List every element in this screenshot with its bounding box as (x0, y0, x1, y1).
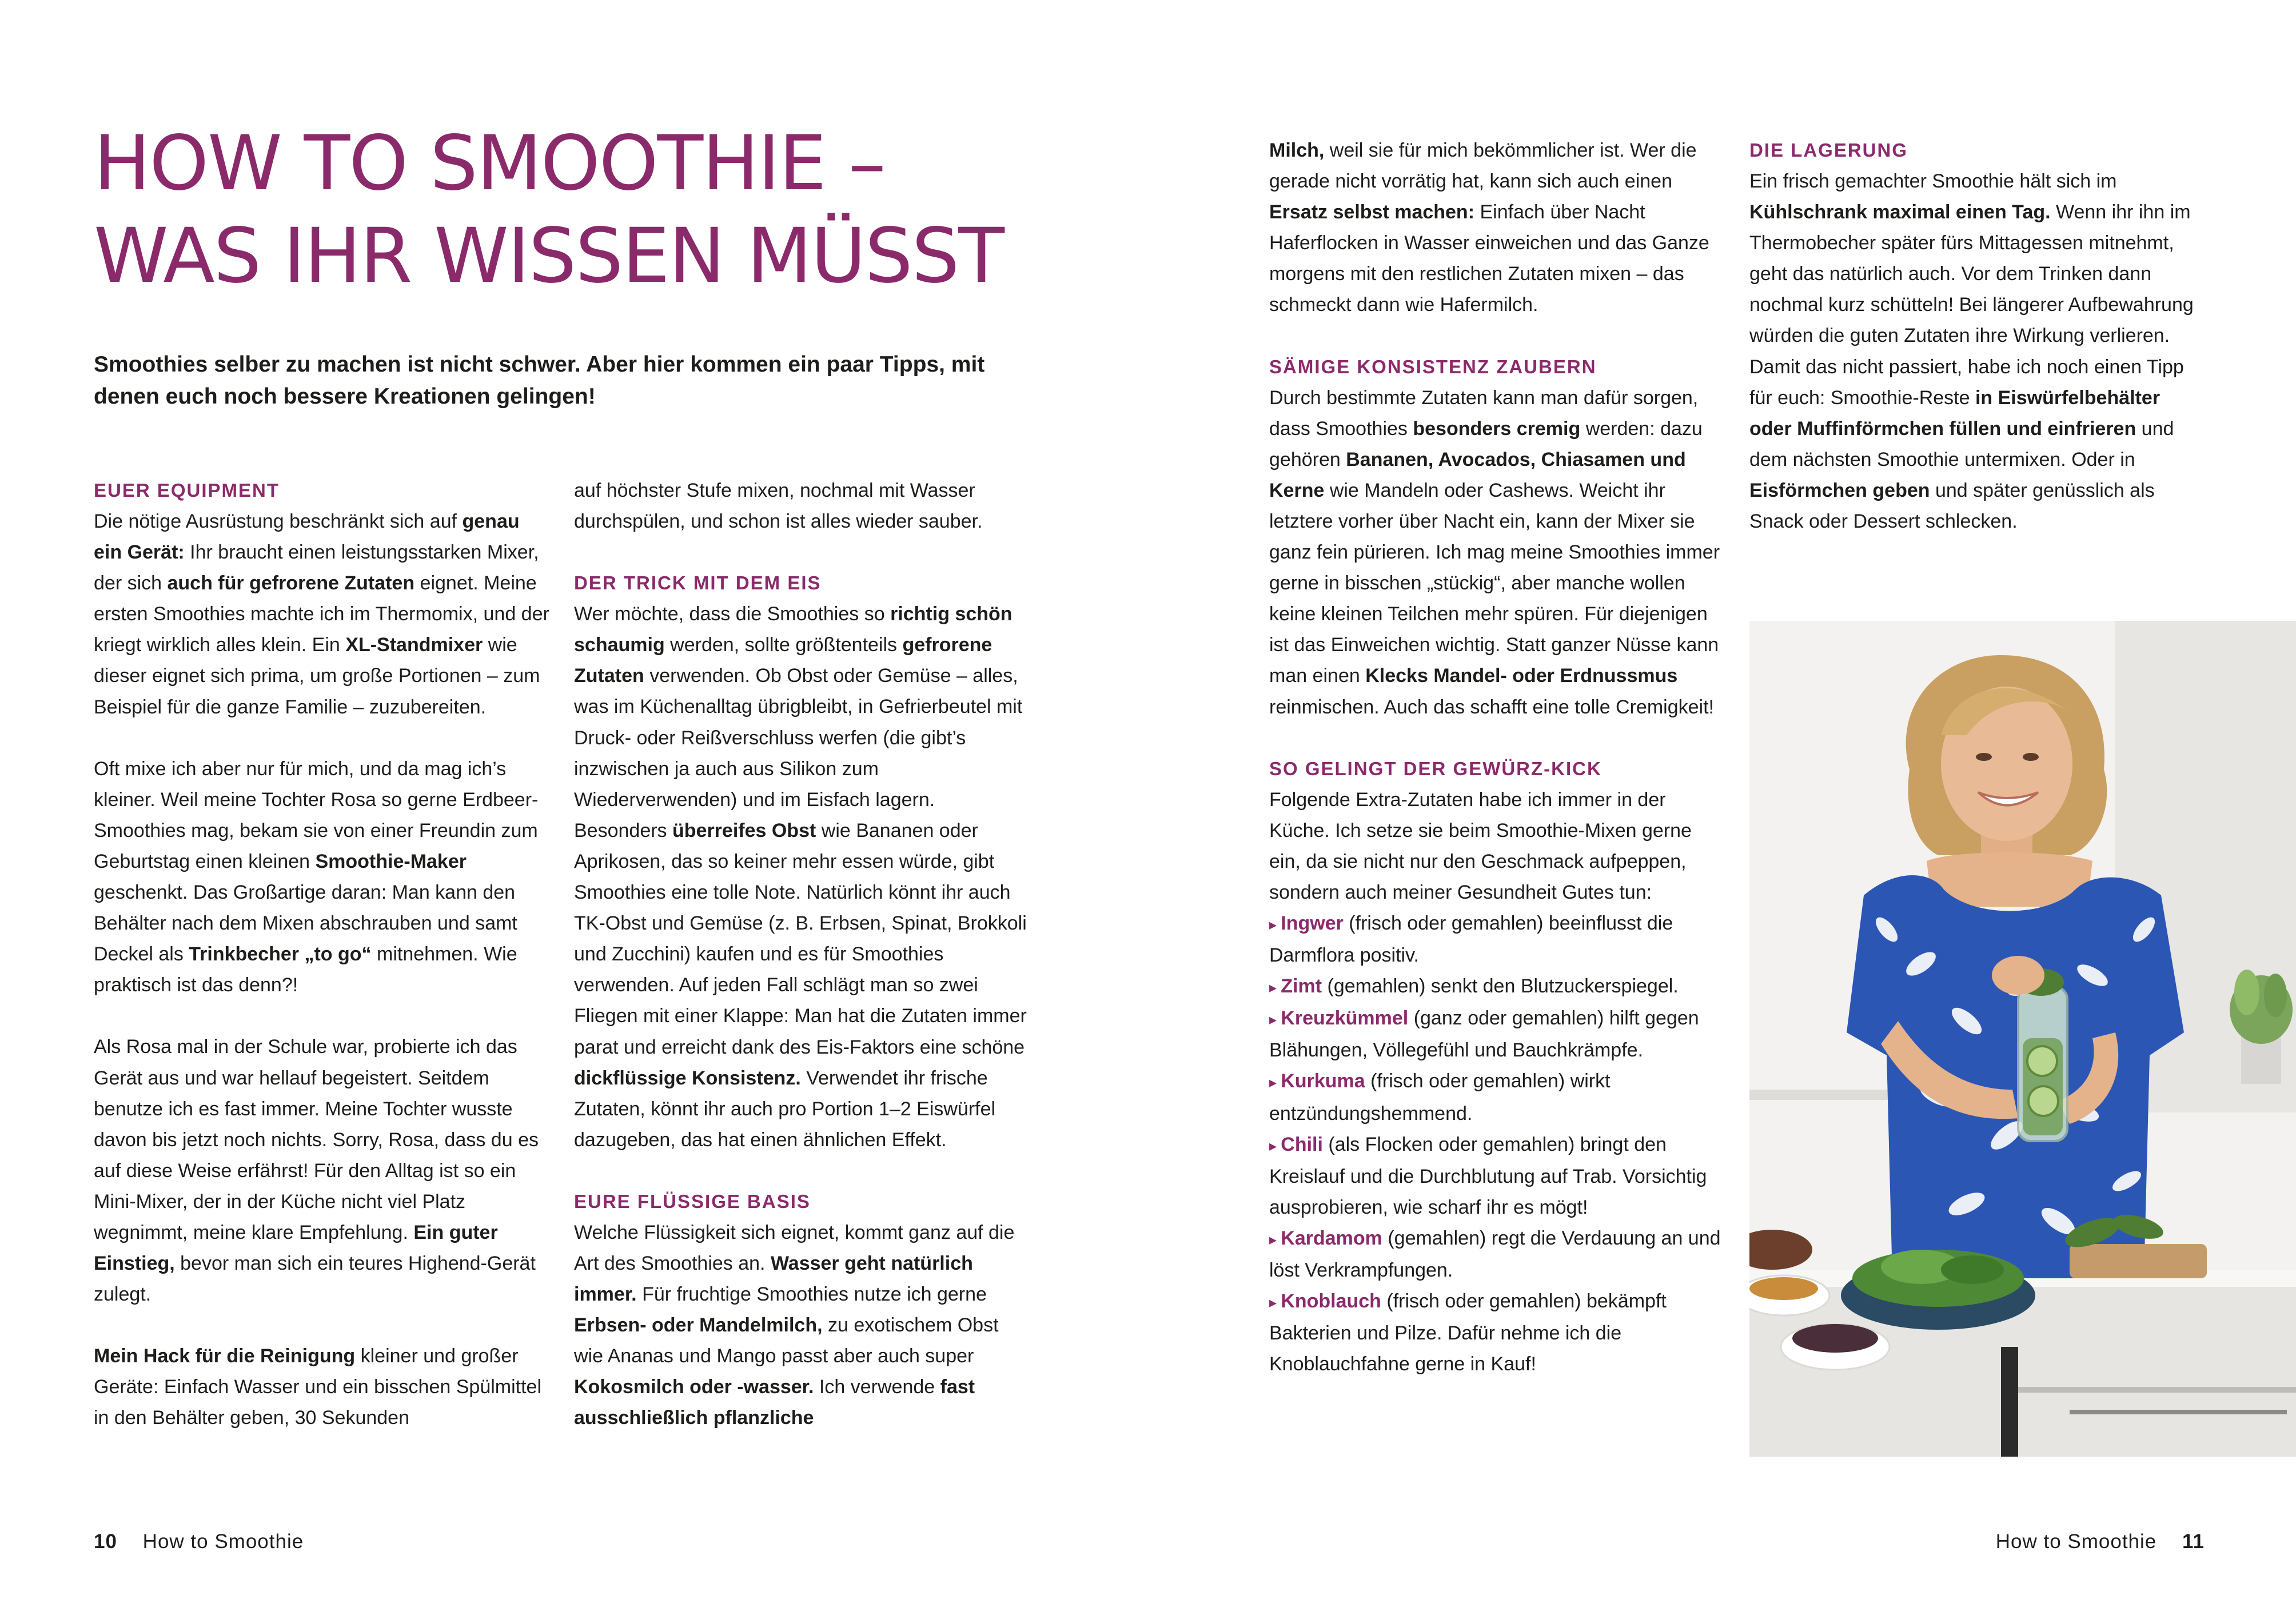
text-run: Wenn ihr ihn im Thermobecher später fürs Mittagessen mitnehmt, geht das natürlich auch. Vor dem Trinken dann nochmal kurz schütteln! Bei längerer Aufbewahrung würden die guten Zutaten ihre Wirkung verlieren. Damit das nicht passiert, habe ich noch einen Tipp für euch: Smoothie-Reste (1749, 201, 2194, 409)
spice-item (1269, 971, 1728, 1003)
bold-text: Eisförmchen geben (1749, 479, 1930, 501)
bold-text: fast ausschließlich pflanzliche (574, 1376, 975, 1429)
text-run: Verwendet ihr frische Zutaten, könnt ihr auch pro Portion 1–2 Eiswürfel dazugeben, das hat einen ähnlichen Effekt. (574, 1067, 996, 1151)
spice-item (1269, 1003, 1728, 1066)
triangle-bullet-icon: ▸ (1269, 979, 1281, 996)
triangle-bullet-icon: ▸ (1269, 1011, 1281, 1028)
triangle-bullet-icon: ▸ (1269, 1074, 1281, 1091)
text-run: werden: dazu gehören (1269, 417, 1703, 470)
paragraph-cleaning-continued (574, 475, 1031, 537)
bold-text: Wasser geht natürlich immer. (574, 1252, 973, 1306)
spice-name: Ingwer (1281, 912, 1344, 934)
heading-liquid-base: EURE FLÜSSIGE BASIS (574, 1190, 811, 1212)
text-run: wie Bananen oder Aprikosen, das so keiner mehr essen würde, gibt Smoothies eine tolle Note. Natürlich könnt ihr auch TK-Obst und Gemüse (z. B. Erbsen, Spinat, Brokkoli und Zucchini) kaufen und es für Smoothies verwenden. Auf jeden Fall schlägt man so zwei Fliegen mit einer Klappe: Man hat die Zutaten immer parat und erreicht dank des Eis-Faktors eine schöne (574, 819, 1027, 1058)
spice-item (1269, 1286, 1728, 1379)
paragraph-ice-trick (574, 599, 1031, 1155)
text-run: Ein frisch gemachter Smoothie hält sich im (1749, 170, 2117, 192)
bold-text: besonders cremig (1413, 417, 1581, 440)
column-storage (1749, 135, 2207, 537)
text-run: wie dieser eignet sich prima, um große Portionen – zum Beispiel für die ganze Familie – zuzubereiten. (94, 634, 540, 718)
paragraph-storage (1749, 166, 2207, 537)
paragraph-spice-intro: Folgende Extra-Zutaten habe ich immer in der Küche. Ich setze sie beim Smoothie-Mixen gerne ein, da sie nicht nur den Geschmack aufpeppen, sondern auch meiner Gesundheit Gutes tun: (1269, 788, 1692, 903)
spice-item (1269, 908, 1728, 971)
bold-text: überreifes Obst (672, 819, 816, 842)
text-run: und später genüsslich als Snack oder Dessert schlecken. (1749, 479, 2155, 533)
bold-text: Bananen, Avocados, Chiasamen und Kerne (1269, 448, 1686, 501)
triangle-bullet-icon: ▸ (1269, 915, 1281, 933)
column-equipment (94, 475, 551, 1434)
column-ice-and-liquid (574, 475, 1031, 1434)
spice-description: (frisch oder gemahlen) wirkt entzündungshemmend. (1269, 1070, 1611, 1124)
text-run: bevor man sich ein teures Highend-Gerät zulegt. (94, 1253, 536, 1306)
text-run: Ihr braucht einen leistungsstarken Mixer, der sich (94, 541, 539, 595)
spice-name: Kreuzkümmel (1281, 1007, 1409, 1030)
text-run: werden, sollte größtenteils (664, 634, 903, 656)
bold-text: Milch, (1269, 139, 1325, 161)
spice-description: (frisch oder gemahlen) bekämpft Bakterien und Pilze. Dafür nehme ich die Knoblauchfahne gerne in Kauf! (1269, 1290, 1667, 1375)
bold-text: genau ein Gerät: (94, 511, 520, 564)
bold-text: Ersatz selbst machen: (1269, 201, 1475, 224)
title-line-1: HOW TO SMOOTHIE – (94, 119, 885, 208)
bold-text: Klecks Mandel- oder Erdnussmus (1365, 665, 1678, 687)
spice-description: (als Flocken oder gemahlen) bringt den Kreislauf und die Durchblutung auf Trab. Vorsichtig ausprobieren, wie scharf ihr es mögt! (1269, 1133, 1707, 1218)
heading-equipment: EUER EQUIPMENT (94, 480, 280, 501)
lead-paragraph: Smoothies selber zu machen ist nicht schwer. Aber hier kommen ein paar Tipps, mit denen euch noch bessere Kreationen gelingen! (94, 352, 985, 409)
text-run: Für fruchtige Smoothies nutze ich gerne (636, 1283, 987, 1306)
triangle-bullet-icon: ▸ (1269, 1294, 1281, 1311)
spice-name: Zimt (1281, 975, 1322, 998)
spice-item (1269, 1129, 1728, 1223)
photo-woman-with-smoothie (1749, 621, 2296, 1457)
text-run: reinmischen. Auch das schafft eine tolle Cremigkeit! (1269, 696, 1714, 718)
photo-illustration (1749, 621, 2296, 1457)
heading-storage: DIE LAGERUNG (1749, 139, 1908, 161)
text-run: Ich verwende (814, 1376, 940, 1398)
paragraph-cleaning-hack (94, 1341, 551, 1433)
bold-text: Mein Hack für die Reinigung (94, 1345, 356, 1367)
page-number-right: 11 (2182, 1530, 2205, 1553)
right-page (1148, 0, 2296, 1607)
spice-item (1269, 1223, 1728, 1286)
bold-text: XL-Standmixer (345, 634, 483, 656)
paragraph-creamy-consistency (1269, 382, 1728, 723)
bold-text: gefrorene Zutaten (574, 634, 992, 687)
paragraph-equipment-1 (94, 506, 551, 723)
text-run: geschenkt. Das Großartige daran: Man kann den Behälter nach dem Mixen abschrauben und samt Deckel als (94, 882, 517, 966)
text-run: und dem nächsten Smoothie untermixen. Oder in (1749, 417, 2174, 470)
bold-text: Ein guter Einstieg, (94, 1221, 498, 1275)
triangle-bullet-icon: ▸ (1269, 1230, 1281, 1248)
bold-text: in Eiswürfelbehälter oder Muffinförmchen füllen und einfrieren (1749, 386, 2161, 440)
running-title-right: How to Smoothie (1995, 1530, 2157, 1553)
spice-item (1269, 1066, 1728, 1129)
text-run: Wer möchte, dass die Smoothies so (574, 603, 891, 625)
bold-text: Trinkbecher „to go“ (189, 943, 372, 966)
spice-name: Knoblauch (1281, 1290, 1381, 1313)
paragraph-equipment-3 (94, 1031, 551, 1310)
text-run: verwenden. Ob Obst oder Gemüse – alles, was im Küchenalltag übrigbleibt, in Gefrierbeutel mit Druck- oder Reißverschluss werfen (die gibt’s inzwischen ja auch aus Silikon zum Wiederverwenden) und im Eisfach lagern. Besonders (574, 665, 1023, 842)
text-run: Oft mixe ich aber nur für mich, und da mag ich’s kleiner. Weil meine Tochter Rosa so gerne Erdbeer-Smoothies mag, bekam sie von einer Freundin zum Geburtstag einen kleinen (94, 757, 539, 872)
heading-spice-kick: SO GELINGT DER GEWÜRZ-KICK (1269, 757, 1602, 779)
text-run: zu exotischem Obst wie Ananas und Mango passt aber auch super (574, 1314, 999, 1367)
bold-text: Kokosmilch oder -wasser. (574, 1376, 814, 1398)
bold-text: Kühlschrank maximal einen Tag. (1749, 201, 2051, 224)
text-run: Welche Flüssigkeit sich eignet, kommt ganz auf die Art des Smoothies an. (574, 1221, 1015, 1274)
paragraph-liquid-base (574, 1217, 1031, 1434)
running-title-left: How to Smoothie (142, 1530, 304, 1553)
title-line-2: WAS IHR WISSEN MÜSST (94, 212, 1004, 300)
text-run: weil sie für mich bekömmlicher ist. Wer die gerade nicht vorrätig hat, kann sich auch einen (1269, 139, 1697, 193)
paragraph-plant-milk (1269, 135, 1728, 321)
spice-name: Chili (1281, 1133, 1323, 1155)
paragraph-equipment-2 (94, 753, 551, 1001)
footer-right (1996, 1528, 2205, 1556)
text-run: eignet. Meine ersten Smoothies machte ich im Thermomix, und der kriegt wirklich alles klein. Ein (94, 572, 549, 656)
text-run: Als Rosa mal in der Schule war, probierte ich das Gerät aus und war hellauf begeistert. Seitdem benutze ich es fast immer. Meine Tochter wusste davon bis jetzt noch nichts. Sorry, Rosa, dass du es auf diese Weise erfährst! Für den Alltag ist so ein Mini-Mixer, der in der Küche nicht viel Platz wegnimmt, meine klare Empfehlung. (94, 1036, 539, 1243)
spice-description: (gemahlen) senkt den Blutzuckerspiegel. (1322, 975, 1679, 998)
text-run: Die nötige Ausrüstung beschränkt sich auf (94, 511, 463, 532)
page-title (94, 117, 1003, 302)
bold-text: richtig schön schaumig (574, 603, 1013, 656)
text-run: Durch bestimmte Zutaten kann man dafür sorgen, dass Smoothies (1269, 386, 1699, 440)
bold-text: Smoothie-Maker (315, 850, 467, 872)
bold-text: dickflüssige Konsistenz. (574, 1067, 801, 1089)
footer-left (94, 1528, 304, 1556)
page-number-left: 10 (94, 1530, 117, 1553)
text-run: auf höchster Stufe mixen, nochmal mit Wasser durchspülen, und schon ist alles wieder sauber. (574, 480, 983, 533)
spice-list (1269, 908, 1728, 1379)
bold-text: Erbsen- oder Mandelmilch, (574, 1314, 823, 1337)
spice-name: Kurkuma (1281, 1070, 1365, 1092)
text-run: mitnehmen. Wie praktisch ist das denn?! (94, 943, 517, 996)
spice-description: (gemahlen) regt die Verdauung an und löst Verkrampfungen. (1269, 1227, 1721, 1281)
column-consistency-spices (1269, 135, 1728, 1379)
text-run: wie Mandeln oder Cashews. Weicht ihr letztere vorher über Nacht ein, kann der Mixer sie ganz fein pürieren. Ich mag meine Smoothies immer gerne in bisschen „stückig“, aber manche wollen keine kleinen Teilchen mehr spüren. Für diejenigen ist das Einweichen wichtig. Statt ganzer Nüsse kann man einen (1269, 479, 1720, 687)
spice-description: (frisch oder gemahlen) beeinflusst die Darmflora positiv. (1269, 912, 1673, 967)
spice-name: Kardamom (1281, 1227, 1382, 1249)
triangle-bullet-icon: ▸ (1269, 1137, 1281, 1154)
text-run: kleiner und großer Geräte: Einfach Wasser und ein bisschen Spülmittel in den Behälter geben, 30 Sekunden (94, 1345, 542, 1429)
spice-description: (ganz oder gemahlen) hilft gegen Blähungen, Völlegefühl und Bauchkrämpfe. (1269, 1007, 1699, 1062)
text-run: Einfach über Nacht Haferflocken in Wasser einweichen und das Ganze morgens mit den restlichen Zutaten mixen – das schmeckt dann wie Hafermilch. (1269, 201, 1709, 316)
heading-creamy-consistency: SÄMIGE KONSISTENZ ZAUBERN (1269, 356, 1597, 377)
heading-ice-trick: DER TRICK MIT DEM EIS (574, 572, 822, 594)
bold-text: auch für gefrorene Zutaten (167, 572, 415, 595)
